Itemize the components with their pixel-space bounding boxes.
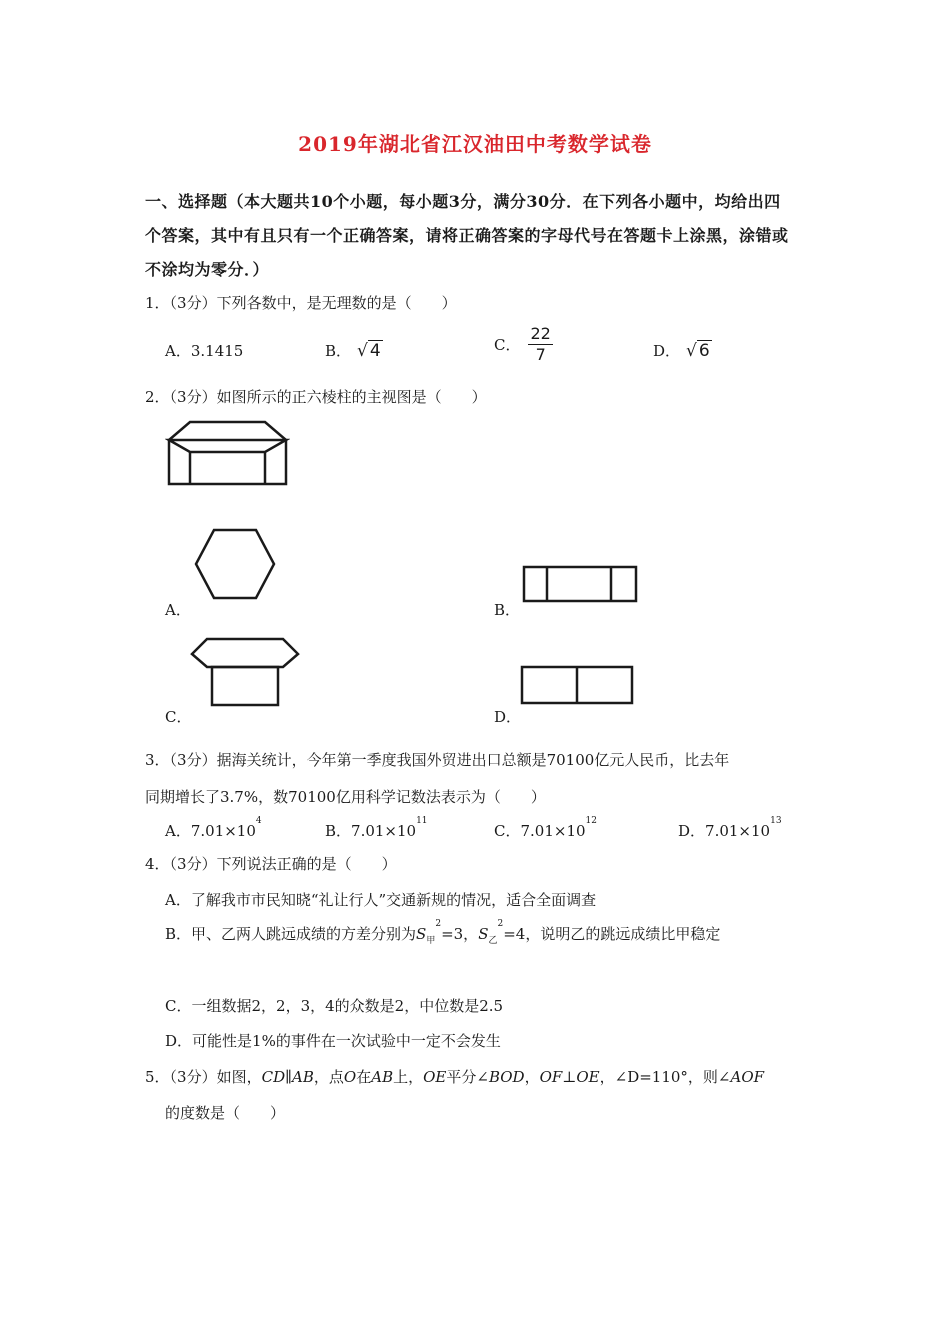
q5-angle-aof: AOF <box>730 1068 765 1086</box>
square-exponent: 2 <box>497 919 504 929</box>
question-2-stem: 2．（3分）如图所示的正六棱柱的主视图是（ ） <box>145 388 487 406</box>
q1-option-d <box>653 340 712 361</box>
sqrt-symbol: √ 4 <box>357 341 381 361</box>
q3-option-b <box>325 816 428 841</box>
question-5-stem-line-2: 的度数是（ ） <box>165 1104 286 1122</box>
q1-option-c-numerator: 22 <box>530 324 551 343</box>
variance-symbol: S <box>416 925 427 943</box>
q5-ray-oe: OE <box>423 1068 447 1086</box>
q4-option-b <box>165 919 721 946</box>
q2-option-a-label: A． <box>165 601 191 619</box>
q1-option-b-radicand: 4 <box>369 341 381 361</box>
q5-on-text: 在 <box>356 1068 372 1086</box>
q5-segment-ab: AB <box>371 1068 394 1086</box>
q1-option-c-label: C． <box>494 336 521 354</box>
q4-option-c: C．一组数据2，2，3，4的众数是2，中位数是2.5 <box>165 997 504 1015</box>
q1-option-d-radicand: 6 <box>698 341 710 361</box>
q5-prefix: 5．（3分）如图， <box>145 1068 262 1086</box>
sqrt-symbol: √ 6 <box>686 341 710 361</box>
q5-angle-bod: BOD <box>488 1068 525 1086</box>
page-title: 2019年湖北省江汉油田中考数学试卷 <box>298 132 652 156</box>
q5-comma: ， <box>524 1068 540 1086</box>
q2-option-d-label: D． <box>494 708 522 726</box>
q5-up-text: 上， <box>393 1068 424 1086</box>
q4-option-d: D．可能性是1%的事件在一次试验中一定不会发生 <box>165 1032 501 1050</box>
q3-option-d-base: D．7.01×10 <box>678 822 771 840</box>
variance-symbol: S <box>478 925 489 943</box>
question-4-stem: 4．（3分）下列说法正确的是（ ） <box>145 855 397 873</box>
q3-option-c-exponent: 12 <box>585 816 597 826</box>
question-3-stem-line-1: 3．（3分）据海关统计，今年第一季度我国外贸进出口总额是70100亿元人民币，比去年 <box>145 751 730 769</box>
square-exponent: 2 <box>435 919 442 929</box>
section-instructions-line-2: 个答案，其中有且只有一个正确答案，请将正确答案的字母代号在答题卡上涂黑，涂错或 <box>145 226 789 245</box>
q1-option-d-label: D． <box>653 342 681 360</box>
q3-option-b-base: B．7.01×10 <box>325 822 417 840</box>
q3-option-a <box>165 816 262 841</box>
fraction <box>528 326 552 363</box>
q1-option-b-label: B． <box>325 342 352 360</box>
q5-point-o: O <box>343 1068 357 1086</box>
q3-option-c-base: C．7.01×10 <box>494 822 586 840</box>
q3-option-b-exponent: 11 <box>416 816 428 826</box>
q4-option-b-mid: =3， <box>441 925 479 943</box>
q1-option-c-denominator: 7 <box>535 345 546 364</box>
q3-option-a-base: A．7.01×10 <box>165 822 256 840</box>
q4-option-b-pre: B．甲、乙两人跳远成绩的方差分别为 <box>165 925 417 943</box>
q1-option-b <box>325 340 383 361</box>
three-rectangles-view-icon <box>522 565 638 603</box>
q1-option-c <box>494 326 553 363</box>
q2-option-c-label: C． <box>165 708 192 726</box>
question-3-stem-line-2: 同期增长了3.7%，数70100亿用科学记数法表示为（ ） <box>145 788 546 806</box>
q1-option-a: A．3.1415 <box>165 342 244 360</box>
q3-option-d <box>678 816 782 841</box>
hexagon-on-rectangle-icon <box>189 636 301 708</box>
hexagonal-prism-figure <box>165 418 290 490</box>
q3-option-a-exponent: 4 <box>255 816 262 826</box>
q2-option-b-label: B． <box>494 601 521 619</box>
q5-bisect-text: 平分∠ <box>446 1068 489 1086</box>
q4-option-b-post: =4，说明乙的跳远成绩比甲稳定 <box>503 925 721 943</box>
question-1-stem: 1．（3分）下列各数中，是无理数的是（ ） <box>145 294 457 312</box>
question-5-stem-line-1 <box>145 1066 764 1087</box>
hexagon-shape-icon <box>193 527 277 601</box>
q5-point-text: ，点 <box>313 1068 344 1086</box>
q5-angle-d-text: ，∠D=110°，则∠ <box>599 1068 731 1086</box>
subscript-yi: 乙 <box>488 936 498 946</box>
subscript-jia: 甲 <box>426 936 436 946</box>
q5-of-perp-oe: OF⊥OE <box>539 1068 600 1086</box>
q3-option-d-exponent: 13 <box>770 816 782 826</box>
q4-option-a: A．了解我市市民知晓“礼让行人”交通新规的情况，适合全面调查 <box>165 891 597 909</box>
two-rectangles-view-icon <box>520 665 634 705</box>
section-instructions-line-3: 不涂均为零分．） <box>145 260 270 279</box>
q5-cd-parallel-ab: CD∥AB <box>261 1068 314 1086</box>
q3-option-c <box>494 816 597 841</box>
section-instructions-line-1: 一、选择题（本大题共10个小题，每小题3分，满分30分．在下列各小题中，均给出四 <box>145 192 781 211</box>
